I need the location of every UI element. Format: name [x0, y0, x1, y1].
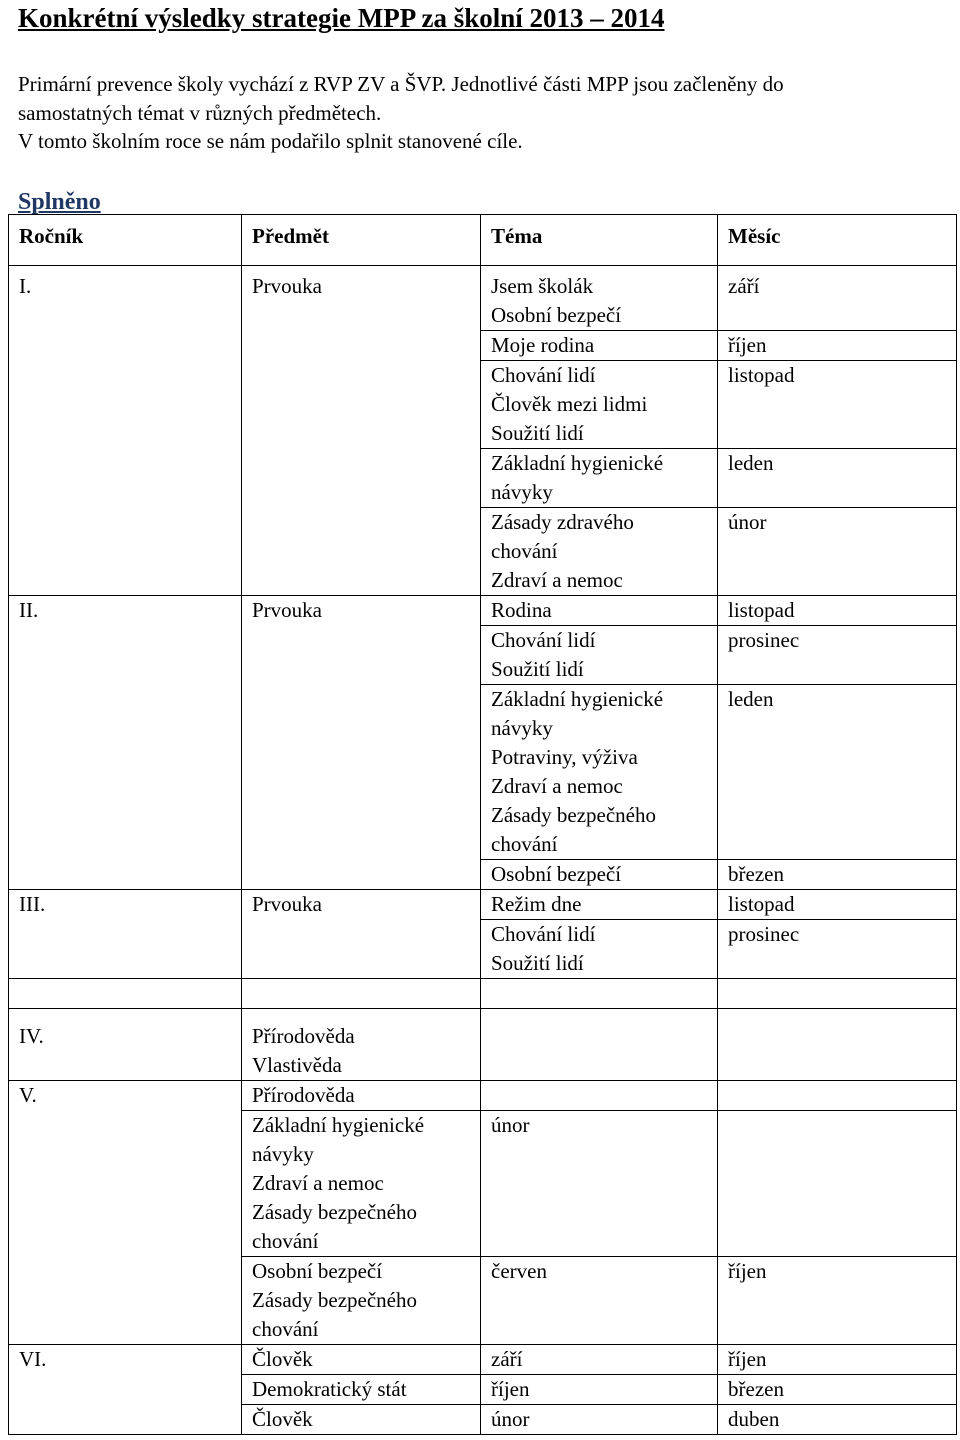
subject-cell: [242, 449, 481, 508]
grade-cell: [9, 361, 242, 449]
subject-cell: [242, 1009, 481, 1052]
table-row: [9, 1345, 957, 1375]
table-row: [9, 920, 957, 979]
cell-text-line: leden: [728, 451, 774, 475]
month-cell: [718, 361, 957, 449]
topic-cell: [481, 331, 718, 361]
month-cell: [718, 331, 957, 361]
topic-cell: [481, 1081, 718, 1111]
table-row: [9, 685, 957, 860]
table-row: [9, 1375, 957, 1405]
cell-text-line: říjen: [728, 333, 767, 357]
intro-line: V tomto školním roce se nám podařilo splnit stanovené cíle.: [18, 129, 523, 153]
cell-text-line: Zdraví a nemoc: [491, 774, 623, 798]
cell-text-line: III.: [19, 892, 46, 916]
cell-text-line: únor: [491, 1407, 530, 1431]
cell-text-line: březen: [728, 862, 784, 886]
cell-text-line: Režim dne: [491, 892, 582, 916]
month-cell: [718, 1081, 957, 1111]
month-cell: [718, 1375, 957, 1405]
grade-cell: [9, 1257, 242, 1345]
cell-text-line: Soužití lidí: [491, 421, 584, 445]
grade-cell: [9, 508, 242, 596]
cell-text-line: Základní hygienické: [491, 451, 664, 475]
table-row: [9, 1051, 957, 1081]
cell-text-line: Zásady zdravého: [491, 510, 634, 534]
header-cell-subject: Předmět: [242, 215, 481, 266]
topic-cell: [481, 1009, 718, 1052]
grade-cell: [9, 331, 242, 361]
subject-cell: [242, 860, 481, 890]
grade-cell: [9, 1009, 242, 1052]
header-cell-grade: Ročník: [9, 215, 242, 266]
intro-line: Primární prevence školy vychází z RVP ZV a ŠVP. Jednotlivé části MPP jsou začleněny do: [18, 72, 784, 96]
cell-text-line: březen: [728, 1377, 784, 1401]
topic-cell: [481, 1111, 718, 1257]
grade-cell: [9, 1345, 242, 1375]
month-cell: [718, 1009, 957, 1052]
cell-text-line: duben: [728, 1407, 780, 1431]
table-row: [9, 1081, 957, 1111]
table-row: [9, 979, 957, 1009]
cell-text-line: Rodina: [491, 598, 552, 622]
month-cell: [718, 920, 957, 979]
cell-text-line: Zásady bezpečného: [491, 803, 656, 827]
grade-cell: [9, 890, 242, 920]
grade-cell: [9, 626, 242, 685]
subject-cell: [242, 979, 481, 1009]
section-heading: Splněno: [18, 189, 101, 215]
subject-cell: [242, 266, 481, 331]
month-cell: [718, 685, 957, 860]
cell-text-line: chování: [491, 832, 558, 856]
month-cell: [718, 1111, 957, 1257]
month-cell: [718, 508, 957, 596]
cell-text-line: Chování lidí: [491, 363, 596, 387]
cell-text-line: IV.: [19, 1024, 44, 1048]
cell-text-line: Prvouka: [252, 274, 322, 298]
grade-cell: [9, 1081, 242, 1111]
cell-text-line: návyky: [491, 480, 553, 504]
topic-cell: [481, 979, 718, 1009]
cell-text-line: červen: [491, 1259, 547, 1283]
cell-text-line: únor: [728, 510, 767, 534]
grade-cell: [9, 449, 242, 508]
month-cell: [718, 266, 957, 331]
subject-cell: [242, 1081, 481, 1111]
table-row: [9, 860, 957, 890]
table-row: [9, 449, 957, 508]
cell-text-line: chování: [252, 1317, 319, 1341]
cell-text-line: Osobní bezpečí: [491, 303, 622, 327]
month-cell: [718, 1405, 957, 1435]
header-cell-month: Měsíc: [718, 215, 957, 266]
cell-text-line: říjen: [728, 1347, 767, 1371]
cell-text-line: říjen: [491, 1377, 530, 1401]
cell-text-line: prosinec: [728, 922, 800, 946]
topic-cell: [481, 1051, 718, 1081]
table-row: [9, 890, 957, 920]
cell-text-line: únor: [491, 1113, 530, 1137]
table-row: [9, 361, 957, 449]
cell-text-line: Základní hygienické: [252, 1113, 425, 1137]
grade-cell: [9, 1051, 242, 1081]
grade-cell: [9, 920, 242, 979]
table-row: [9, 1257, 957, 1345]
cell-text-line: II.: [19, 598, 39, 622]
cell-text-line: říjen: [728, 1259, 767, 1283]
cell-text-line: Zdraví a nemoc: [491, 568, 623, 592]
cell-text-line: prosinec: [728, 628, 800, 652]
month-cell: [718, 860, 957, 890]
subject-cell: [242, 920, 481, 979]
cell-text-line: Prvouka: [252, 598, 322, 622]
cell-text-line: V.: [19, 1083, 37, 1107]
topic-cell: [481, 685, 718, 860]
cell-text-line: Člověk mezi lidmi: [491, 392, 648, 416]
month-cell: [718, 449, 957, 508]
month-cell: [718, 979, 957, 1009]
cell-text-line: Chování lidí: [491, 922, 596, 946]
topic-cell: [481, 1257, 718, 1345]
cell-text-line: Jsem školák: [491, 274, 594, 298]
month-cell: [718, 1345, 957, 1375]
cell-text-line: chování: [491, 539, 558, 563]
table-row: [9, 1111, 957, 1257]
cell-text-line: Demokratický stát: [252, 1377, 407, 1401]
cell-text-line: Člověk: [252, 1407, 313, 1431]
subject-cell: [242, 890, 481, 920]
cell-text-line: leden: [728, 687, 774, 711]
table-header-row: [9, 215, 957, 266]
topic-cell: [481, 890, 718, 920]
topic-cell: [481, 626, 718, 685]
month-cell: [718, 1051, 957, 1081]
document-title: Konkrétní výsledky strategie MPP za školní 2013 – 2014: [18, 3, 665, 33]
subject-cell: [242, 1375, 481, 1405]
subject-cell: [242, 1405, 481, 1435]
month-cell: [718, 596, 957, 626]
grade-cell: [9, 1405, 242, 1435]
grade-cell: [9, 266, 242, 331]
topic-cell: [481, 361, 718, 449]
cell-text-line: Potraviny, výživa: [491, 745, 638, 769]
cell-text-line: září: [728, 274, 760, 298]
cell-text-line: listopad: [728, 598, 795, 622]
subject-cell: [242, 361, 481, 449]
cell-text-line: chování: [252, 1229, 319, 1253]
cell-text-line: Osobní bezpečí: [252, 1259, 383, 1283]
cell-text-line: Prvouka: [252, 892, 322, 916]
cell-text-line: Soužití lidí: [491, 657, 584, 681]
topic-cell: [481, 860, 718, 890]
topic-cell: [481, 920, 718, 979]
cell-text-line: Zdraví a nemoc: [252, 1171, 384, 1195]
cell-text-line: Základní hygienické: [491, 687, 664, 711]
cell-text-line: listopad: [728, 363, 795, 387]
topic-cell: [481, 1375, 718, 1405]
cell-text-line: Vlastivěda: [252, 1053, 342, 1077]
cell-text-line: Přírodověda: [252, 1024, 355, 1048]
cell-text-line: listopad: [728, 892, 795, 916]
table-row: [9, 266, 957, 331]
header-cell-topic: Téma: [481, 215, 718, 266]
intro-line: samostatných témat v různých předmětech.: [18, 100, 382, 125]
topic-cell: [481, 1405, 718, 1435]
intro-paragraph: [18, 70, 784, 156]
cell-text-line: Osobní bezpečí: [491, 862, 622, 886]
cell-text-line: Chování lidí: [491, 628, 596, 652]
subject-cell: [242, 508, 481, 596]
grade-cell: [9, 979, 242, 1009]
table-row: [9, 596, 957, 626]
table-row: [9, 331, 957, 361]
subject-cell: [242, 1111, 481, 1257]
cell-text-line: září: [491, 1347, 523, 1371]
subject-cell: [242, 626, 481, 685]
cell-text-line: Soužití lidí: [491, 951, 584, 975]
results-table: [8, 214, 957, 1435]
cell-text-line: návyky: [491, 716, 553, 740]
cell-text-line: Moje rodina: [491, 333, 595, 357]
subject-cell: [242, 1051, 481, 1081]
grade-cell: [9, 1375, 242, 1405]
subject-cell: [242, 1257, 481, 1345]
table-row: [9, 1009, 957, 1052]
grade-cell: [9, 1111, 242, 1257]
cell-text-line: návyky: [252, 1142, 314, 1166]
topic-cell: [481, 596, 718, 626]
topic-cell: [481, 508, 718, 596]
month-cell: [718, 626, 957, 685]
cell-text-line: I.: [19, 274, 32, 298]
subject-cell: [242, 685, 481, 860]
cell-text-line: Přírodověda: [252, 1083, 355, 1107]
topic-cell: [481, 449, 718, 508]
table-row: [9, 1405, 957, 1435]
subject-cell: [242, 331, 481, 361]
table-row: [9, 508, 957, 596]
table-row: [9, 626, 957, 685]
topic-cell: [481, 1345, 718, 1375]
grade-cell: [9, 685, 242, 860]
cell-text-line: VI.: [19, 1347, 47, 1371]
grade-cell: [9, 596, 242, 626]
month-cell: [718, 890, 957, 920]
month-cell: [718, 1257, 957, 1345]
grade-cell: [9, 860, 242, 890]
cell-text-line: Zásady bezpečného: [252, 1288, 417, 1312]
subject-cell: [242, 596, 481, 626]
subject-cell: [242, 1345, 481, 1375]
cell-text-line: Člověk: [252, 1347, 313, 1371]
topic-cell: [481, 266, 718, 331]
cell-text-line: Zásady bezpečného: [252, 1200, 417, 1224]
